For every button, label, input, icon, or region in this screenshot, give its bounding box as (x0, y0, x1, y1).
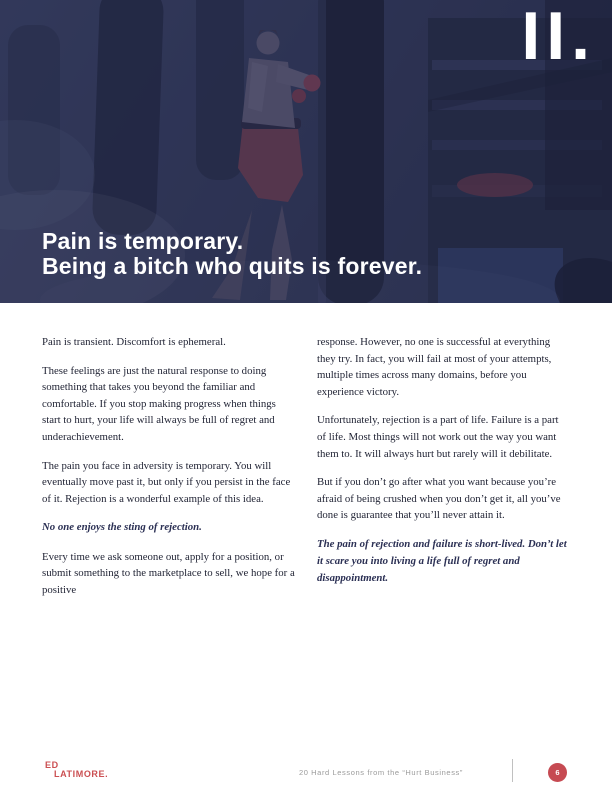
page-number-badge: 6 (548, 763, 567, 782)
chapter-number: II. (521, 0, 596, 74)
author-logo-line2: LATIMORE. (54, 769, 109, 779)
paragraph: The pain you face in adversity is temporary. You will eventually move past it, but only if you persist in the face of it. Rejection is a wonderful example of this idea. (42, 459, 291, 505)
hero-photo (0, 0, 612, 303)
pull-quote: The pain of rejection and failure is short-lived. Don’t let it scare you into living a life full of regret and disappointment. (317, 537, 567, 585)
paragraph: Unfortunately, rejection is a part of life. Failure is a part of life. Most things will not work out the way you want them to. It will always hurt but rarely will it debilitate. (317, 414, 559, 460)
pull-quote: No one enjoys the sting of rejection. (42, 521, 202, 534)
page-title-line2: Being a bitch who quits is forever. (42, 252, 423, 279)
paragraph: These feelings are just the natural response to doing something that takes you beyond the familiar and comfortable. If you stop making progress when things start to hurt, your life will always be full of regret and underachievement. (42, 364, 276, 443)
paragraph: Every time we ask someone out, apply for a position, or submit something to the marketplace to sell, we hope for a positive (42, 550, 295, 596)
paragraph: response. However, no one is successful at everything they try. In fact, you will fail at most of your attempts, multiple times across many domains, before you experience victory. (317, 336, 552, 398)
footer-divider (512, 759, 513, 782)
author-logo-line1: ED (45, 760, 59, 770)
author-logo (45, 761, 108, 779)
paragraph: But if you don’t go after what you want because you’re afraid of being crushed when you don’t get it, all you’ve done is guarantee that you’ll never attain it. (317, 476, 561, 522)
paragraph: Pain is transient. Discomfort is ephemeral. (42, 336, 226, 348)
book-title: 20 Hard Lessons from the “Hurt Business” (298, 768, 463, 777)
body-right-column (317, 334, 570, 610)
body-left-column (42, 334, 295, 610)
page-title-line1: Pain is temporary. (42, 228, 244, 254)
body-text (0, 303, 612, 610)
page-title (42, 229, 422, 278)
page-footer (0, 752, 612, 792)
